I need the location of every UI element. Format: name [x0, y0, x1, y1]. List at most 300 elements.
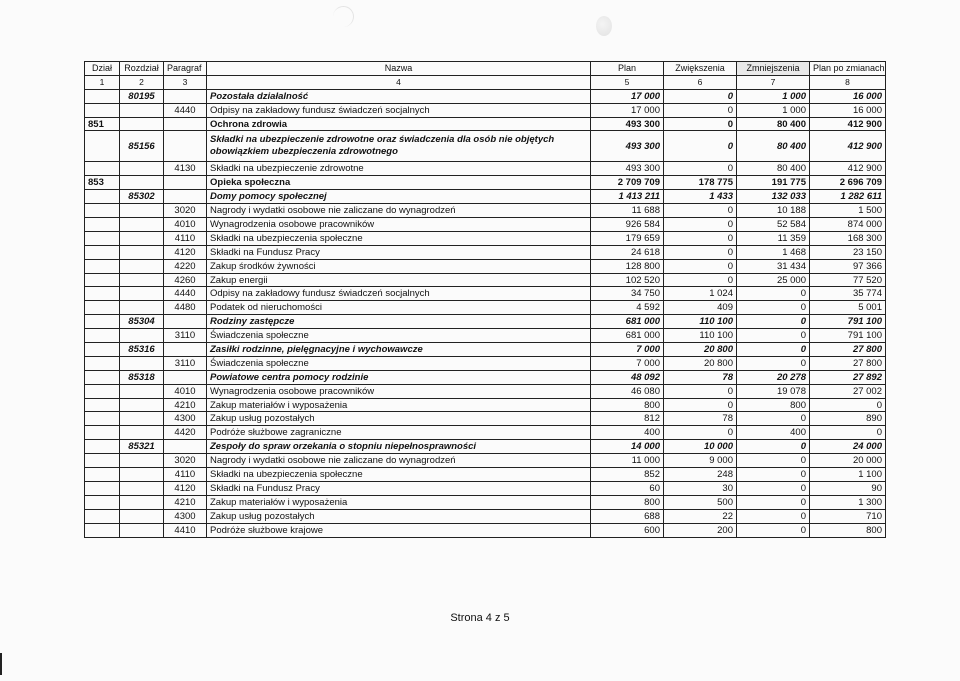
cell-paragraf: 4420 [164, 426, 207, 440]
cell-plan: 926 584 [591, 218, 664, 232]
cell-nazwa: Świadczenia społeczne [207, 329, 591, 343]
budget-table [84, 61, 886, 538]
cell-nazwa: Świadczenia społeczne [207, 356, 591, 370]
cell-zwiekszenia: 30 [664, 481, 737, 495]
col-header-zwiekszenia: Zwiększenia [664, 62, 737, 76]
cell-dzial [85, 523, 120, 537]
cell-plan: 812 [591, 412, 664, 426]
cell-paragraf: 4120 [164, 481, 207, 495]
cell-zmniejszenia: 10 188 [737, 204, 810, 218]
cell-dzial [85, 103, 120, 117]
cell-plan: 7 000 [591, 356, 664, 370]
cell-nazwa: Zakup środków żywności [207, 259, 591, 273]
cell-nazwa: Wynagrodzenia osobowe pracowników [207, 384, 591, 398]
cell-paragraf: 4480 [164, 301, 207, 315]
col-header-paragraf: Paragraf [164, 62, 207, 76]
cell-zmniejszenia: 0 [737, 301, 810, 315]
cell-zmniejszenia: 80 400 [737, 117, 810, 131]
cell-paragraf [164, 440, 207, 454]
cell-zwiekszenia: 0 [664, 218, 737, 232]
cell-nazwa: Ochrona zdrowia [207, 117, 591, 131]
cell-paragraf: 4110 [164, 231, 207, 245]
cell-plan: 11 000 [591, 454, 664, 468]
cell-dzial: 853 [85, 176, 120, 190]
cell-nazwa: Rodziny zastępcze [207, 315, 591, 329]
cell-plan: 7 000 [591, 343, 664, 357]
cell-dzial [85, 468, 120, 482]
cell-plan: 17 000 [591, 103, 664, 117]
cell-zmniejszenia: 0 [737, 343, 810, 357]
col-number: 6 [664, 75, 737, 89]
cell-rozdzial [120, 356, 164, 370]
cell-nazwa: Nagrody i wydatki osobowe nie zaliczane do wynagrodzeń [207, 454, 591, 468]
cell-nazwa: Pozostała działalność [207, 89, 591, 103]
cell-dzial [85, 495, 120, 509]
cell-zwiekszenia: 1 024 [664, 287, 737, 301]
cell-dzial [85, 131, 120, 162]
cell-nazwa: Nagrody i wydatki osobowe nie zaliczane do wynagrodzeń [207, 204, 591, 218]
cell-plan-po-zmianach: 791 100 [810, 315, 886, 329]
cell-zwiekszenia: 20 800 [664, 343, 737, 357]
cell-zmniejszenia: 80 400 [737, 162, 810, 176]
cell-plan: 800 [591, 495, 664, 509]
cell-paragraf [164, 131, 207, 162]
cell-dzial [85, 287, 120, 301]
cell-dzial [85, 426, 120, 440]
cell-zwiekszenia: 22 [664, 509, 737, 523]
cell-paragraf [164, 370, 207, 384]
cell-plan-po-zmianach: 27 892 [810, 370, 886, 384]
cell-plan: 493 300 [591, 117, 664, 131]
cell-nazwa: Wynagrodzenia osobowe pracowników [207, 218, 591, 232]
cell-zmniejszenia: 0 [737, 468, 810, 482]
table-row [85, 454, 886, 468]
cell-rozdzial [120, 259, 164, 273]
cell-rozdzial [120, 468, 164, 482]
cell-nazwa: Podróże służbowe krajowe [207, 523, 591, 537]
cell-nazwa: Podróże służbowe zagraniczne [207, 426, 591, 440]
cell-paragraf: 4410 [164, 523, 207, 537]
table-row [85, 481, 886, 495]
cell-rozdzial [120, 103, 164, 117]
table-row [85, 356, 886, 370]
cell-zwiekszenia: 0 [664, 162, 737, 176]
cell-plan-po-zmianach: 412 900 [810, 117, 886, 131]
cell-plan: 34 750 [591, 287, 664, 301]
cell-nazwa: Zakup materiałów i wyposażenia [207, 398, 591, 412]
cell-plan: 48 092 [591, 370, 664, 384]
cell-dzial [85, 481, 120, 495]
cell-zwiekszenia: 110 100 [664, 315, 737, 329]
table-row [85, 190, 886, 204]
cell-zwiekszenia: 409 [664, 301, 737, 315]
cell-plan: 60 [591, 481, 664, 495]
table-row [85, 287, 886, 301]
cell-rozdzial: 85156 [120, 131, 164, 162]
col-number: 4 [207, 75, 591, 89]
col-number: 2 [120, 75, 164, 89]
cell-zwiekszenia: 0 [664, 426, 737, 440]
table-row [85, 440, 886, 454]
cell-paragraf: 3020 [164, 454, 207, 468]
cell-zmniejszenia: 800 [737, 398, 810, 412]
cell-paragraf: 3110 [164, 329, 207, 343]
col-number: 3 [164, 75, 207, 89]
cell-nazwa: Zakup materiałów i wyposażenia [207, 495, 591, 509]
cell-plan: 17 000 [591, 89, 664, 103]
cell-plan: 24 618 [591, 245, 664, 259]
col-header-nazwa: Nazwa [207, 62, 591, 76]
cell-plan: 681 000 [591, 329, 664, 343]
cell-nazwa: Podatek od nieruchomości [207, 301, 591, 315]
cell-zmniejszenia: 25 000 [737, 273, 810, 287]
cell-zwiekszenia: 0 [664, 245, 737, 259]
cell-paragraf: 3110 [164, 356, 207, 370]
table-row [85, 384, 886, 398]
cell-rozdzial [120, 218, 164, 232]
cell-zmniejszenia: 0 [737, 287, 810, 301]
cell-zmniejszenia: 0 [737, 509, 810, 523]
table-row [85, 103, 886, 117]
scan-edge-mark [0, 653, 2, 675]
cell-dzial [85, 343, 120, 357]
cell-plan-po-zmianach: 1 100 [810, 468, 886, 482]
table-row [85, 426, 886, 440]
scan-artifact [333, 6, 354, 27]
cell-plan-po-zmianach: 412 900 [810, 131, 886, 162]
cell-nazwa: Odpisy na zakładowy fundusz świadczeń socjalnych [207, 287, 591, 301]
cell-plan-po-zmianach: 27 800 [810, 356, 886, 370]
cell-paragraf [164, 176, 207, 190]
cell-rozdzial [120, 162, 164, 176]
cell-paragraf: 4440 [164, 103, 207, 117]
cell-plan-po-zmianach: 27 002 [810, 384, 886, 398]
cell-nazwa: Składki na Fundusz Pracy [207, 245, 591, 259]
cell-dzial [85, 370, 120, 384]
cell-dzial [85, 245, 120, 259]
cell-rozdzial [120, 412, 164, 426]
cell-plan-po-zmianach: 710 [810, 509, 886, 523]
cell-nazwa: Domy pomocy społecznej [207, 190, 591, 204]
cell-plan-po-zmianach: 791 100 [810, 329, 886, 343]
cell-dzial [85, 384, 120, 398]
cell-zwiekszenia: 0 [664, 231, 737, 245]
cell-zmniejszenia: 0 [737, 412, 810, 426]
cell-zmniejszenia: 52 584 [737, 218, 810, 232]
cell-plan: 800 [591, 398, 664, 412]
col-header-rozdzial: Rozdział [120, 62, 164, 76]
cell-plan: 493 300 [591, 131, 664, 162]
cell-plan-po-zmianach: 168 300 [810, 231, 886, 245]
cell-zwiekszenia: 0 [664, 384, 737, 398]
cell-dzial [85, 440, 120, 454]
cell-plan-po-zmianach: 1 300 [810, 495, 886, 509]
cell-nazwa: Powiatowe centra pomocy rodzinie [207, 370, 591, 384]
cell-paragraf: 4130 [164, 162, 207, 176]
cell-dzial [85, 162, 120, 176]
table-row [85, 398, 886, 412]
cell-zwiekszenia: 200 [664, 523, 737, 537]
table-row [85, 412, 886, 426]
cell-zwiekszenia: 20 800 [664, 356, 737, 370]
col-header-plan-po-zmianach: Plan po zmianach [810, 62, 886, 76]
cell-zwiekszenia: 0 [664, 131, 737, 162]
cell-rozdzial: 85302 [120, 190, 164, 204]
cell-nazwa: Składki na Fundusz Pracy [207, 481, 591, 495]
cell-dzial [85, 412, 120, 426]
cell-paragraf: 4300 [164, 412, 207, 426]
cell-zmniejszenia: 0 [737, 495, 810, 509]
cell-rozdzial [120, 454, 164, 468]
cell-rozdzial [120, 204, 164, 218]
cell-rozdzial: 85316 [120, 343, 164, 357]
cell-plan-po-zmianach: 1 282 611 [810, 190, 886, 204]
cell-zwiekszenia: 178 775 [664, 176, 737, 190]
cell-paragraf: 4300 [164, 509, 207, 523]
cell-dzial [85, 329, 120, 343]
cell-plan-po-zmianach: 16 000 [810, 103, 886, 117]
cell-plan-po-zmianach: 24 000 [810, 440, 886, 454]
cell-dzial [85, 273, 120, 287]
cell-zwiekszenia: 1 433 [664, 190, 737, 204]
cell-paragraf [164, 315, 207, 329]
cell-zmniejszenia: 80 400 [737, 131, 810, 162]
cell-paragraf: 4210 [164, 398, 207, 412]
cell-zmniejszenia: 19 078 [737, 384, 810, 398]
table-row [85, 176, 886, 190]
cell-plan: 1 413 211 [591, 190, 664, 204]
table-row [85, 495, 886, 509]
cell-rozdzial [120, 329, 164, 343]
cell-plan-po-zmianach: 90 [810, 481, 886, 495]
table-row [85, 162, 886, 176]
cell-rozdzial [120, 523, 164, 537]
cell-plan-po-zmianach: 77 520 [810, 273, 886, 287]
cell-rozdzial [120, 176, 164, 190]
cell-dzial [85, 204, 120, 218]
table-row [85, 204, 886, 218]
table-row [85, 117, 886, 131]
cell-nazwa: Składki na ubezpieczenia społeczne [207, 468, 591, 482]
cell-nazwa: Składki na ubezpieczenie zdrowotne [207, 162, 591, 176]
table-row [85, 523, 886, 537]
cell-plan-po-zmianach: 23 150 [810, 245, 886, 259]
cell-zwiekszenia: 78 [664, 412, 737, 426]
cell-paragraf: 4210 [164, 495, 207, 509]
table-row [85, 259, 886, 273]
cell-nazwa: Zakup usług pozostałych [207, 509, 591, 523]
cell-rozdzial [120, 231, 164, 245]
cell-rozdzial [120, 287, 164, 301]
cell-paragraf: 4010 [164, 384, 207, 398]
cell-rozdzial [120, 509, 164, 523]
cell-zwiekszenia: 0 [664, 259, 737, 273]
cell-zwiekszenia: 500 [664, 495, 737, 509]
table-row [85, 370, 886, 384]
cell-zwiekszenia: 110 100 [664, 329, 737, 343]
cell-rozdzial [120, 481, 164, 495]
cell-plan: 102 520 [591, 273, 664, 287]
cell-rozdzial [120, 495, 164, 509]
cell-nazwa: Zasiłki rodzinne, pielęgnacyjne i wychowawcze [207, 343, 591, 357]
cell-plan: 688 [591, 509, 664, 523]
cell-zwiekszenia: 9 000 [664, 454, 737, 468]
cell-plan: 681 000 [591, 315, 664, 329]
cell-paragraf: 3020 [164, 204, 207, 218]
table-row [85, 468, 886, 482]
cell-dzial [85, 218, 120, 232]
cell-paragraf: 4440 [164, 287, 207, 301]
cell-nazwa: Składki na ubezpieczenia społeczne [207, 231, 591, 245]
cell-zmniejszenia: 0 [737, 523, 810, 537]
table-row [85, 329, 886, 343]
cell-rozdzial: 85304 [120, 315, 164, 329]
cell-zmniejszenia: 400 [737, 426, 810, 440]
cell-rozdzial [120, 273, 164, 287]
col-header-dzial: Dział [85, 62, 120, 76]
cell-paragraf: 4220 [164, 259, 207, 273]
cell-dzial [85, 398, 120, 412]
cell-dzial [85, 231, 120, 245]
cell-rozdzial: 85318 [120, 370, 164, 384]
table-row [85, 273, 886, 287]
cell-zwiekszenia: 0 [664, 273, 737, 287]
cell-zmniejszenia: 1 000 [737, 89, 810, 103]
cell-plan-po-zmianach: 874 000 [810, 218, 886, 232]
cell-nazwa: Składki na ubezpieczenie zdrowotne oraz świadczenia dla osób nie objętych obowiązkiem ubezpieczenia zdrowotnego [207, 131, 591, 162]
cell-plan-po-zmianach: 800 [810, 523, 886, 537]
cell-rozdzial [120, 301, 164, 315]
cell-rozdzial [120, 384, 164, 398]
col-header-plan: Plan [591, 62, 664, 76]
cell-zwiekszenia: 0 [664, 103, 737, 117]
cell-paragraf [164, 117, 207, 131]
cell-paragraf: 4260 [164, 273, 207, 287]
cell-zwiekszenia: 0 [664, 398, 737, 412]
cell-nazwa: Odpisy na zakładowy fundusz świadczeń socjalnych [207, 103, 591, 117]
cell-paragraf: 4120 [164, 245, 207, 259]
cell-rozdzial: 85321 [120, 440, 164, 454]
cell-nazwa: Zakup usług pozostałych [207, 412, 591, 426]
cell-zmniejszenia: 0 [737, 329, 810, 343]
cell-zmniejszenia: 191 775 [737, 176, 810, 190]
cell-zwiekszenia: 0 [664, 89, 737, 103]
column-number-row [85, 75, 886, 89]
col-number: 1 [85, 75, 120, 89]
cell-paragraf [164, 89, 207, 103]
cell-zwiekszenia: 248 [664, 468, 737, 482]
table-row [85, 301, 886, 315]
cell-rozdzial [120, 117, 164, 131]
cell-zmniejszenia: 1 000 [737, 103, 810, 117]
cell-zmniejszenia: 0 [737, 315, 810, 329]
col-header-zmniejszenia: Zmniejszenia [737, 62, 810, 76]
cell-plan-po-zmianach: 0 [810, 398, 886, 412]
table-row [85, 245, 886, 259]
cell-plan: 600 [591, 523, 664, 537]
cell-zwiekszenia: 10 000 [664, 440, 737, 454]
cell-plan-po-zmianach: 412 900 [810, 162, 886, 176]
cell-paragraf: 4110 [164, 468, 207, 482]
cell-plan: 400 [591, 426, 664, 440]
cell-plan: 14 000 [591, 440, 664, 454]
cell-dzial [85, 301, 120, 315]
table-row [85, 231, 886, 245]
cell-zmniejszenia: 0 [737, 481, 810, 495]
table-row [85, 89, 886, 103]
cell-zmniejszenia: 11 359 [737, 231, 810, 245]
cell-rozdzial [120, 398, 164, 412]
cell-plan: 11 688 [591, 204, 664, 218]
cell-plan: 179 659 [591, 231, 664, 245]
cell-dzial [85, 454, 120, 468]
cell-dzial: 851 [85, 117, 120, 131]
cell-plan-po-zmianach: 20 000 [810, 454, 886, 468]
cell-plan-po-zmianach: 0 [810, 426, 886, 440]
table-row [85, 509, 886, 523]
header-row [85, 62, 886, 76]
cell-plan: 4 592 [591, 301, 664, 315]
cell-rozdzial: 80195 [120, 89, 164, 103]
scan-artifact [596, 16, 612, 36]
col-number: 7 [737, 75, 810, 89]
cell-paragraf: 4010 [164, 218, 207, 232]
cell-nazwa: Zakup energii [207, 273, 591, 287]
cell-zwiekszenia: 78 [664, 370, 737, 384]
cell-zmniejszenia: 20 278 [737, 370, 810, 384]
cell-plan-po-zmianach: 5 001 [810, 301, 886, 315]
cell-rozdzial [120, 245, 164, 259]
cell-dzial [85, 89, 120, 103]
cell-plan-po-zmianach: 27 800 [810, 343, 886, 357]
cell-paragraf [164, 343, 207, 357]
cell-plan: 2 709 709 [591, 176, 664, 190]
cell-zmniejszenia: 132 033 [737, 190, 810, 204]
cell-dzial [85, 190, 120, 204]
cell-rozdzial [120, 426, 164, 440]
cell-plan-po-zmianach: 16 000 [810, 89, 886, 103]
cell-plan-po-zmianach: 2 696 709 [810, 176, 886, 190]
cell-nazwa: Opieka społeczna [207, 176, 591, 190]
cell-plan: 46 080 [591, 384, 664, 398]
table-row [85, 218, 886, 232]
cell-zwiekszenia: 0 [664, 204, 737, 218]
cell-dzial [85, 259, 120, 273]
cell-plan-po-zmianach: 1 500 [810, 204, 886, 218]
table-row [85, 315, 886, 329]
cell-zmniejszenia: 31 434 [737, 259, 810, 273]
cell-plan-po-zmianach: 97 366 [810, 259, 886, 273]
table-row [85, 131, 886, 162]
cell-plan: 852 [591, 468, 664, 482]
col-number: 8 [810, 75, 886, 89]
cell-dzial [85, 509, 120, 523]
cell-nazwa: Zespoły do spraw orzekania o stopniu niepełnosprawności [207, 440, 591, 454]
cell-zmniejszenia: 0 [737, 440, 810, 454]
cell-zmniejszenia: 0 [737, 454, 810, 468]
col-number: 5 [591, 75, 664, 89]
cell-plan: 128 800 [591, 259, 664, 273]
cell-paragraf [164, 190, 207, 204]
page-number: Strona 4 z 5 [450, 612, 510, 624]
cell-plan-po-zmianach: 35 774 [810, 287, 886, 301]
cell-plan-po-zmianach: 890 [810, 412, 886, 426]
table-row [85, 343, 886, 357]
cell-zmniejszenia: 0 [737, 356, 810, 370]
cell-zmniejszenia: 1 468 [737, 245, 810, 259]
cell-dzial [85, 315, 120, 329]
cell-plan: 493 300 [591, 162, 664, 176]
